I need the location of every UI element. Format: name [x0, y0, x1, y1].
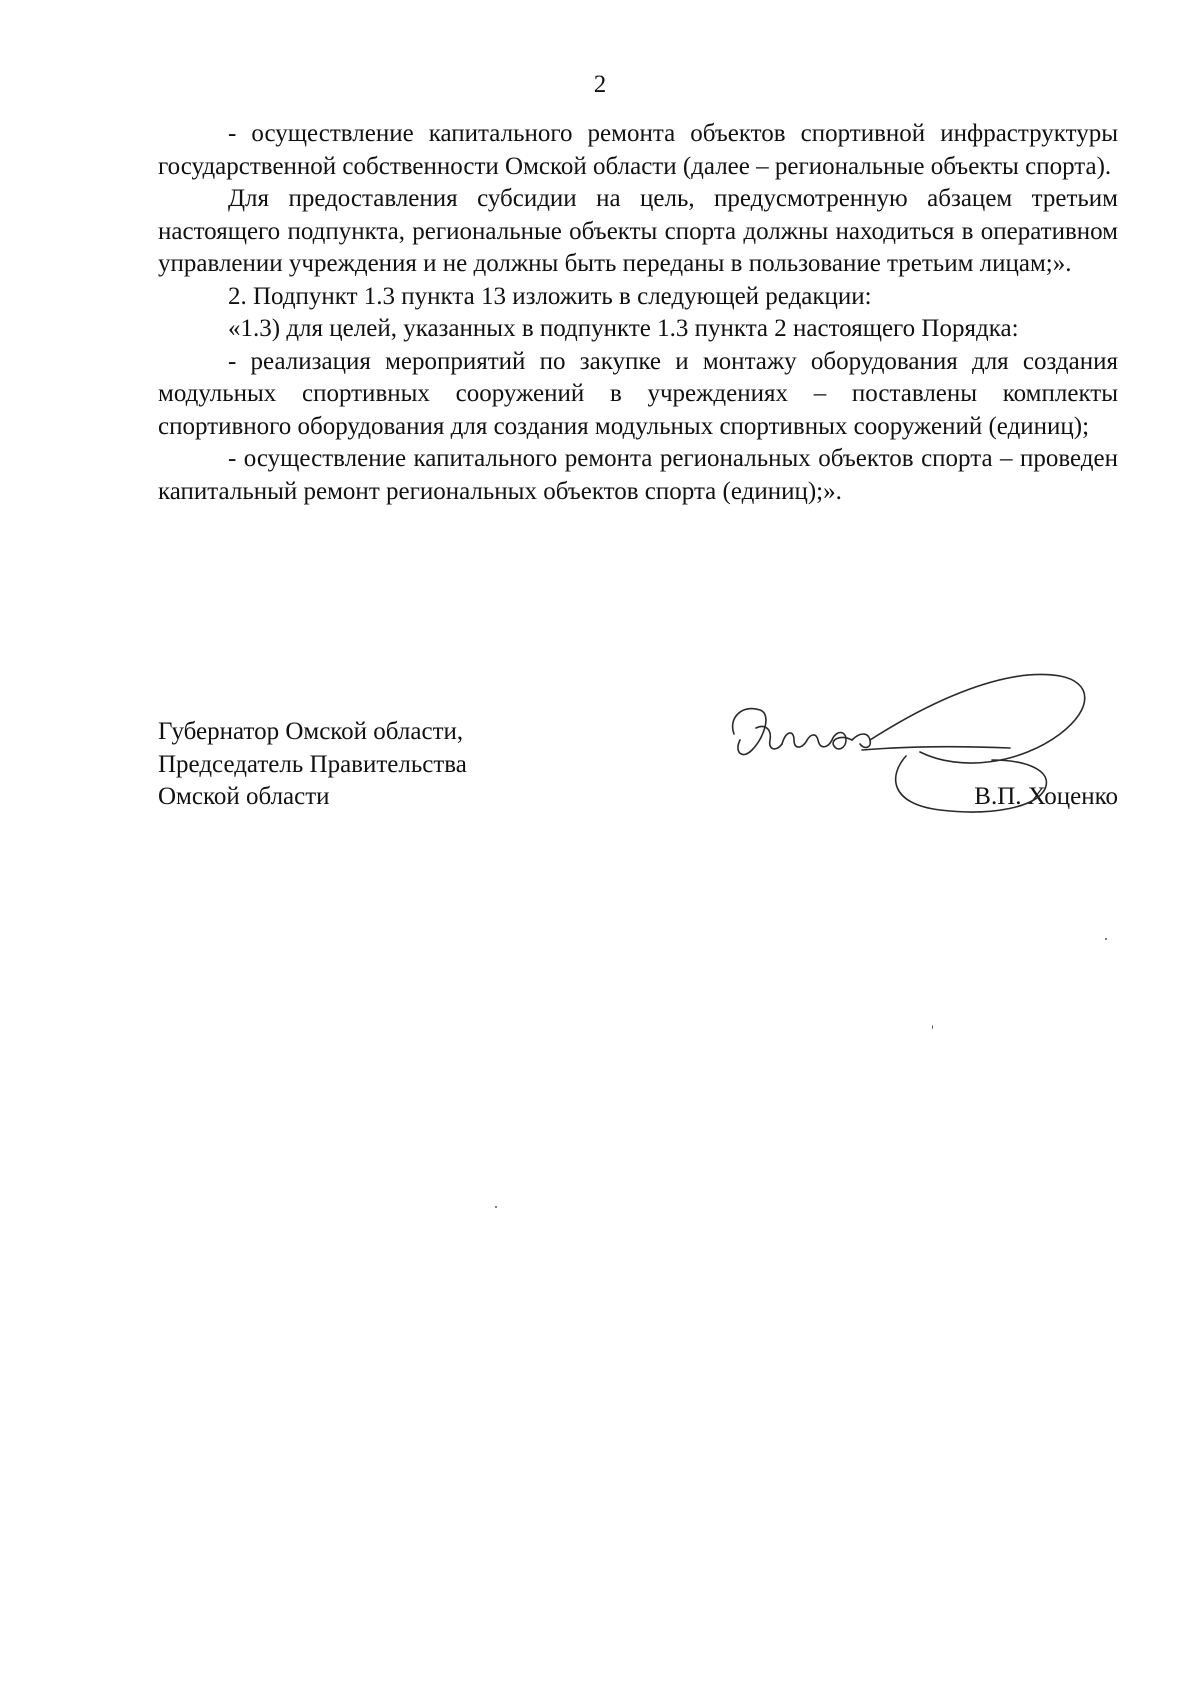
scan-speck — [932, 1025, 933, 1029]
paragraph-subpoint-1-3: «1.3) для целей, указанных в подпункте 1.3 пункта 2 настоящего Порядка: — [228, 315, 1019, 342]
signer-name: В.П. Хоценко — [974, 783, 1118, 810]
signer-title-line: Председатель Правительства — [158, 750, 467, 778]
paragraph-equipment-result: - реализация мероприятий по закупке и монтажу оборудования для создания модульных спортивных сооружений в учреждениях – поставлены комплекты спортивного оборудования для создания модульных спортивных сооружений (единиц); — [158, 347, 1118, 440]
page-number: 2 — [593, 71, 607, 98]
scan-speck — [1105, 938, 1107, 940]
paragraph-repair-result: - осуществление капитального ремонта региональных объектов спорта – проведен капитальный ремонт региональных объектов спорта (единиц);». — [158, 445, 1118, 505]
scan-speck — [495, 1206, 497, 1208]
signer-title-line: Губернатор Омской области, — [158, 718, 464, 745]
paragraph-amendment: 2. Подпункт 1.3 пункта 13 изложить в следующей редакции: — [228, 282, 872, 310]
handwritten-signature — [720, 668, 1100, 868]
paragraph-subsidy-condition: Для предоставления субсидии на цель, предусмотренную абзацем третьим настоящего подпункта, региональные объекты спорта должны находиться в оперативном управлении учреждения и не должны быть переданы в пользование третьим лицам;». — [158, 185, 1118, 277]
signer-title — [158, 716, 467, 814]
paragraph-capital-repair: - осуществление капитального ремонта объектов спортивной инфраструктуры государственной собственности Омской области (далее – региональные объекты спорта). — [158, 120, 1118, 180]
signer-title-line: Омской области — [158, 783, 330, 810]
document-body — [158, 118, 1118, 508]
